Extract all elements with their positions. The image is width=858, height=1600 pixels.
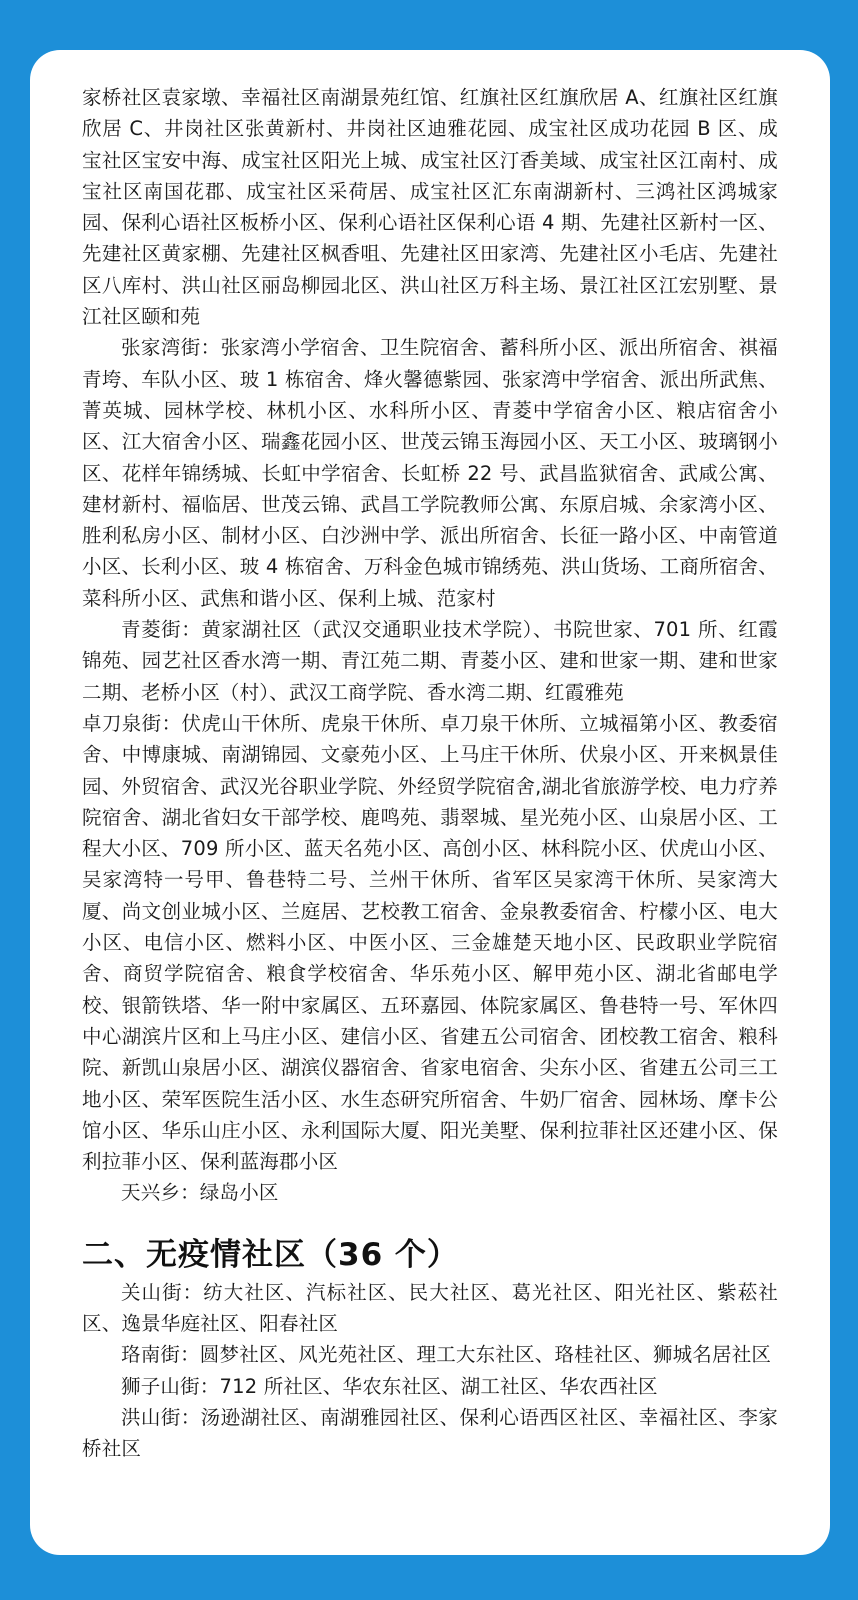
content-card bbox=[30, 50, 830, 1555]
luonan-street-paragraph: 珞南街：圆梦社区、风光苑社区、理工大东社区、珞桂社区、狮城名居社区 bbox=[121, 1343, 772, 1367]
zhuodaoquan-street-paragraph: 卓刀泉街：伏虎山干休所、虎泉干休所、卓刀泉干休所、立城福第小区、教委宿舍、中博康城、南湖锦园、文豪苑小区、上马庄干休所、伏泉小区、开来枫景佳园、外贸宿舍、武汉光谷职业学院、外经贸学院宿舍,湖北省旅游学校、电力疗养院宿舍、湖北省妇女干部学校、鹿鸣苑、翡翠城、星光苑小区、山泉居小区、工程大小区、709 所小区、蓝天名苑小区、高创小区、林科院小区、伏虎山小区、吴家湾特一号甲、鲁巷特二号、兰州干休所、省军区吴家湾干休所、吴家湾大厦、尚文创业城小区、兰庭居、艺校教工宿舍、金泉教委宿舍、柠檬小区、电大小区、电信小区、燃料小区、中医小区、三金雄楚天地小区、民政职业学院宿舍、商贸学院宿舍、粮食学校宿舍、华乐苑小区、解甲苑小区、湖北省邮电学校、银箭铁塔、华一附中家属区、五环嘉园、体院家属区、鲁巷特一号、军休四中心湖滨片区和上马庄小区、建信小区、省建五公司宿舍、团校教工宿舍、粮科院、新凯山泉居小区、湖滨仪器宿舍、省家电宿舍、尖东小区、省建五公司三工地小区、荣军医院生活小区、水生态研究所宿舍、牛奶厂宿舍、园林场、摩卡公馆小区、华乐山庄小区、永利国际大厦、阳光美墅、保利拉菲社区还建小区、保利拉菲小区、保利蓝海郡小区 bbox=[82, 711, 778, 1174]
tianxing-township-paragraph: 天兴乡：绿岛小区 bbox=[121, 1181, 279, 1205]
hongshan-street-paragraph: 洪山街：汤逊湖社区、南湖雅园社区、保利心语西区社区、幸福社区、李家桥社区 bbox=[82, 1405, 778, 1461]
zhangjiawan-street-paragraph: 张家湾街：张家湾小学宿舍、卫生院宿舍、蓄科所小区、派出所宿舍、祺福青垮、车队小区、玻 1 栋宿舍、烽火馨德紫园、张家湾中学宿舍、派出所武焦、菁英城、园林学校、林机小区、水科所小区、青菱中学宿舍小区、粮店宿舍小区、江大宿舍小区、瑞鑫花园小区、世茂云锦玉海园小区、天工小区、玻璃钢小区、花样年锦绣城、长虹中学宿舍、长虹桥 22 号、武昌监狱宿舍、武咸公寓、建材新村、福临居、世茂云锦、武昌工学院教师公寓、东原启城、余家湾小区、胜利私房小区、制材小区、白沙洲中学、派出所宿舍、长征一路小区、中南管道小区、长利小区、玻 4 栋宿舍、万科金色城市锦绣苑、洪山货场、工商所宿舍、菜科所小区、武焦和谐小区、保利上城、范家村 bbox=[82, 336, 778, 610]
shizishan-street-paragraph: 狮子山街：712 所社区、华农东社区、湖工社区、华农西社区 bbox=[121, 1374, 658, 1398]
guanshan-street-paragraph: 关山街：纺大社区、汽标社区、民大社区、葛光社区、阳光社区、紫菘社区、逸景华庭社区、阳春社区 bbox=[82, 1280, 778, 1335]
qingling-street-paragraph: 青菱街：黄家湖社区（武汉交通职业技术学院）、书院世家、701 所、红霞锦苑、园艺社区香水湾一期、青江苑二期、青菱小区、建和世家一期、建和世家二期、老桥小区（村）、武汉工商学院、香水湾二期、红霞雅苑 bbox=[82, 618, 778, 704]
community-list-paragraph: 家桥社区袁家墩、幸福社区南湖景苑红馆、红旗社区红旗欣居 A、红旗社区红旗欣居 C、井岗社区张黄新村、井岗社区迪雅花园、成宝社区成功花园 B 区、成宝社区宝安中海、成宝社区阳光上城、成宝社区汀香美域、成宝社区江南村、成宝社区南国花郡、成宝社区采荷居、成宝社区汇东南湖新村、三鸿社区鸿城家园、保利心语社区板桥小区、保利心语社区保利心语 4 期、先建社区新村一区、先建社区黄家棚、先建社区枫香咀、先建社区田家湾、先建社区小毛店、先建社区八库村、洪山社区丽岛柳园北区、洪山社区万科主场、景江社区江宏别墅、景江社区颐和苑 bbox=[82, 86, 778, 329]
section-title-no-epidemic: 二、无疫情社区（36 个） bbox=[82, 1236, 459, 1273]
